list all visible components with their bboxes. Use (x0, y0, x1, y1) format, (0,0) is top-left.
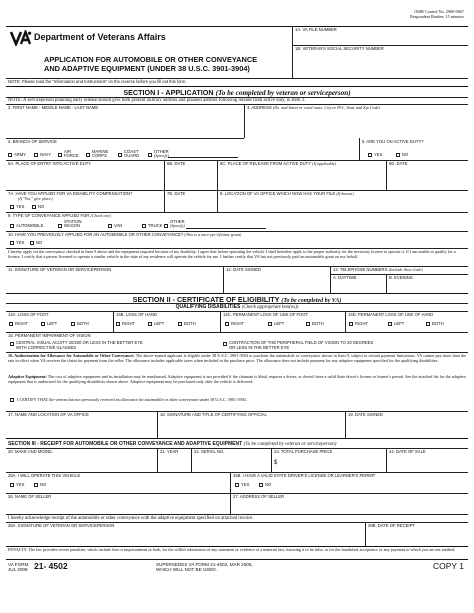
truck-checkbox[interactable] (142, 224, 146, 228)
14c-both-checkbox[interactable] (306, 322, 310, 326)
will-operate-yes-checkbox[interactable] (10, 483, 14, 487)
peripheral-field-label-2: OR LESS IN THE BETTER EYE (229, 345, 290, 350)
van-checkbox[interactable] (108, 224, 112, 228)
authorization-paragraph: 16. Authorization for Allowance for Automobile or Other Conveyance: The above-named applicant is eligible under 38 U.S.C. 3901-3904 to purchase the automobile or conveyance shown in Item 9, subject to certain payment limitations. VA cannot pay more than the rate in effect when VA receives the claim for payment from the seller. The allowance includes applicable taxes when included in the purchase price. The allowance does not include payment for any adaptive equipment specified for the qualifying disabilities. (8, 353, 466, 364)
14b-both-checkbox[interactable] (178, 322, 182, 326)
14c-right-checkbox[interactable] (225, 322, 229, 326)
name-label: 2. FIRST NAME - MIDDLE NAME - LAST NAME (8, 105, 99, 110)
will-operate-label: 25A. I WILL OPERATE THIS VEHICLE (8, 473, 81, 478)
14a-left-checkbox[interactable] (41, 322, 45, 326)
supersedes-line-2: WHICH WILL NOT BE USED. (156, 567, 218, 572)
active-duty-yes-label: YES (374, 152, 383, 157)
disability-comp-no-label: NO (38, 204, 45, 209)
14b-left-checkbox[interactable] (148, 322, 152, 326)
central-acuity-label-1: CENTRAL VISUAL ACUITY 20/200 OR LESS IN THE BETTER EYE (16, 340, 143, 345)
previous-application-yes-label: YES (16, 240, 25, 245)
year-label: 21. YEAR (160, 449, 179, 454)
place-of-entry-label: 6A. PLACE OF ENTRY INTO ACTIVE DUTY (8, 161, 92, 166)
14d-right-checkbox[interactable] (349, 322, 353, 326)
form-number: 21- 4502 (34, 561, 68, 571)
automobile-checkbox[interactable] (10, 224, 14, 228)
station-wagon-checkbox[interactable] (58, 224, 62, 228)
marine-corps-label: MARINE CORPS (92, 149, 109, 159)
will-operate-yes-label: YES (16, 482, 25, 487)
van-label: VAN (114, 223, 123, 228)
disability-comp-yes-label: YES (16, 204, 25, 209)
va-form-label: VA FORM (8, 562, 29, 567)
disability-comp-label: 7A. HAVE YOU APPLIED FOR VA DISABILITY COMPENSATION? (8, 191, 133, 196)
purchase-price-label: 23. TOTAL PURCHASE PRICE (274, 449, 333, 454)
14b-right-label: RIGHT (122, 321, 136, 326)
vision-impairment-label: 15. PERMANENT IMPAIRMENT OF VISION (8, 333, 91, 338)
seller-address-label: 27. ADDRESS OF SELLER (233, 494, 285, 499)
official-date-signed-label: 19. DATE SIGNED (348, 412, 384, 417)
14b-both-label: BOTH (184, 321, 196, 326)
va-form-21-4502 (6, 6, 468, 607)
address-label: 3. ADDRESS (No. and Street or rural route, City or P.O., State and Zip Code) (247, 105, 381, 110)
va-office-name-label: 17. NAME AND LOCATION OF VA OFFICE (8, 412, 89, 417)
respondent-burden: Respondent Burden: 15 minutes (410, 14, 464, 19)
omb-control-number: OMB Control No. 2900-0067 (414, 9, 464, 14)
14d-right-label: RIGHT (355, 321, 369, 326)
will-operate-no-checkbox[interactable] (34, 483, 38, 487)
14a-both-label: BOTH (77, 321, 89, 326)
va-file-number-field[interactable] (294, 33, 466, 44)
section-1-title: SECTION I - APPLICATION (To be completed by veteran or serviceperson) (123, 88, 351, 97)
ssn-field[interactable] (294, 52, 466, 76)
loss-of-use-foot-label: 14C. PERMANENT LOSS OF USE OF FOOT (223, 312, 309, 317)
previous-application-no-checkbox[interactable] (30, 241, 34, 245)
agency-name: Department of Veterans Affairs (34, 32, 166, 42)
drivers-license-no-label: NO (265, 482, 272, 487)
dollar-sign: $ (274, 460, 278, 466)
copy-label: COPY 1 (432, 561, 464, 571)
receipt-signature-field[interactable] (8, 530, 362, 545)
section-3-title: SECTION III - RECEIPT FOR AUTOMOBILE OR OTHER CONVEYANCE AND ADAPTIVE EQUIPMENT (To be completed by veteran or serviceperson) (8, 441, 337, 447)
ssn-label: 1B. VETERAN'S SOCIAL SECURITY NUMBER (295, 46, 384, 51)
seller-address-field[interactable] (233, 501, 466, 513)
form-title-line-1: APPLICATION FOR AUTOMOBILE OR OTHER CONVEYANCE (44, 55, 258, 64)
14b-right-checkbox[interactable] (116, 322, 120, 326)
central-acuity-label-2: WITH CORRECTIVE GLASSES (16, 345, 77, 350)
will-operate-no-label: NO (40, 482, 47, 487)
peripheral-field-label-1: CONTRACTION OF THE PERIPHERAL FIELD OF VISION TO 20 DEGREES (229, 340, 374, 345)
loss-of-foot-label: 14A. LOSS OF FOOT (8, 312, 49, 317)
applicant-date-signed-label: 12. DATE SIGNED (226, 267, 262, 272)
drivers-license-yes-checkbox[interactable] (235, 483, 239, 487)
14c-left-label: LEFT (274, 321, 285, 326)
qualifying-disabilities-title: QUALIFYING DISABILITIES (Check appropriate box(es)) (175, 304, 299, 310)
14d-both-label: BOTH (432, 321, 444, 326)
air-force-label: AIR FORCE (64, 149, 79, 159)
form-title-line-2: AND ADAPTIVE EQUIPMENT (UNDER 38 U.S.C. 3901-3904) (44, 64, 250, 73)
branch-label: 4. BRANCH OF SERVICE (8, 139, 57, 144)
disability-comp-hint: (If "Yes," give place) (18, 196, 53, 201)
seller-name-field[interactable] (8, 501, 228, 513)
applicant-signature-label: 11. SIGNATURE OF VETERAN OR SERVICEPERSON (8, 267, 112, 272)
address-field[interactable] (247, 112, 466, 137)
make-model-label: 20. MAKE AND MODEL (8, 449, 53, 454)
instructions-note: NOTE: Please read the "Information and Instructions" on the reverse before you fill out this form. (8, 79, 187, 84)
other-conveyance-specify: (Specify) (170, 223, 185, 228)
adaptive-equipment-paragraph: Adaptive Equipment: The cost of adaptive equipment and its installation may be reimbursed. Adaptive equipment is not provided if the claimant is blind, requires a driver, or doesn't have a valid State driver's license or learner's permit. See the attached list for the adaptive equipment that is authorized for the qualifying disabilities shown above. Adaptive equipment may be purchased only after the vehicle is delivered. (8, 374, 466, 385)
daytime-phone-label: A. DAYTIME (333, 275, 357, 280)
penalty-notice: PENALTY: The law provides severe penalties, which include fine or imprisonment or both, for the willful submission of any statement or evidence of a material fact, knowing it to be false, or for the fraudulent acceptance of any payment to which you are not entitled. (8, 547, 456, 552)
entry-date-label: 6B. DATE (167, 161, 186, 166)
other-branch-label: OTHER (154, 149, 169, 154)
serial-number-label: 22. SERIAL NO. (194, 449, 225, 454)
certify-statement: I CERTIFY THAT the veteran has not previously received an allowance for automobile or other conveyance under 38 U.S.C. 3901-3904. (17, 397, 247, 402)
station-wagon-label: STATION WAGON (64, 219, 82, 229)
certify-checkbox[interactable] (10, 398, 14, 402)
disability-comp-no-checkbox[interactable] (32, 205, 36, 209)
14c-left-checkbox[interactable] (268, 322, 272, 326)
applicant-certification-text: I hereby apply for the conveyance checked in Item 9 above and the equipment required because of my disability. I agree that before operating the vehicle I shall hereafter apply to the proper authority for the necessary license to operate it. If I am unable to qualify for a license, I certify that a person licensed to operate a similar vehicle in the state of my residence will operate the vehicle for me. I further certify that VA has not previously paid an automobile grant on my behalf. (8, 249, 456, 260)
other-branch-specify: (Specify) (154, 153, 169, 158)
other-conveyance-checkbox[interactable] (164, 224, 168, 228)
seller-name-label: 26. NAME OF SELLER (8, 494, 52, 499)
certifying-official-signature-field[interactable] (160, 419, 342, 437)
disability-comp-date-label: 7B. DATE (167, 191, 186, 196)
disability-comp-yes-checkbox[interactable] (10, 205, 14, 209)
place-of-release-label: 6C. PLACE OF RELEASE FROM ACTIVE DUTY (If applicable) (220, 161, 337, 166)
drivers-license-label: 25B. I HAVE A VALID STATE DRIVER'S LICENSE OR LEARNER'S PERMIT (233, 473, 376, 478)
branch-options (8, 146, 244, 160)
automobile-label: AUTOMOBILE (16, 223, 44, 228)
loss-of-use-hand-label: 14D. PERMANENT LOSS OF USE OF HAND (348, 312, 434, 317)
form-date: JUL 2008 (8, 567, 28, 572)
air-force-checkbox[interactable] (58, 153, 62, 157)
receipt-signature-label: 28A. SIGNATURE OF VETERAN OR SERVICEPERSON (8, 523, 115, 528)
army-label: ARMY (14, 152, 27, 157)
date-of-sale-label: 24. DATE OF SALE (389, 449, 426, 454)
14a-right-label: RIGHT (15, 321, 29, 326)
truck-label: TRUCK (148, 223, 163, 228)
14d-left-checkbox[interactable] (388, 322, 392, 326)
14c-both-label: BOTH (312, 321, 324, 326)
active-duty-yes-checkbox[interactable] (368, 153, 372, 157)
section-2-title: SECTION II - CERTIFICATE OF ELIGIBILITY (To be completed by VA) (132, 295, 342, 304)
other-branch-checkbox[interactable] (148, 153, 152, 157)
telephone-label: 13. TELEPHONE NUMBERS (Include Area Code) (333, 267, 423, 272)
14c-right-label: RIGHT (231, 321, 245, 326)
navy-checkbox[interactable] (34, 153, 38, 157)
central-acuity-checkbox[interactable] (10, 342, 14, 346)
va-file-number-label: 1A. VA FILE NUMBER (295, 27, 337, 32)
other-conveyance-label: OTHER (170, 219, 185, 224)
active-duty-label: 5. ARE YOU ON ACTIVE DUTY? (362, 139, 424, 144)
14d-left-label: LEFT (394, 321, 405, 326)
navy-label: NAVY (40, 152, 52, 157)
drivers-license-yes-label: YES (241, 482, 250, 487)
14a-right-checkbox[interactable] (9, 322, 13, 326)
previous-application-no-label: NO (36, 240, 43, 245)
peripheral-field-checkbox[interactable] (223, 342, 227, 346)
drivers-license-no-checkbox[interactable] (259, 483, 263, 487)
section-1-note: NOTE: A serviceperson planning early release should give both present military address and planned address following release from active duty, in Item 3. (8, 98, 306, 103)
applicant-signature-field[interactable] (8, 274, 220, 292)
conveyance-type-label: 9. TYPE OF CONVEYANCE APPLIED FOR (Check one) (8, 213, 111, 218)
release-date-label: 6D. DATE (389, 161, 408, 166)
evening-phone-label: B. EVENING (389, 275, 413, 280)
previous-application-yes-checkbox[interactable] (10, 241, 14, 245)
va-office-location-label: 8. LOCATION OF VA OFFICE WHICH NOW HAS YOUR FILE (If known) (220, 191, 354, 196)
date-of-receipt-label: 28B. DATE OF RECEIPT (368, 523, 415, 528)
va-seal-logo (10, 30, 32, 46)
receipt-acknowledgement: I hereby acknowledge receipt of the automobile or other conveyance with the adaptive equipment specified on attached invoice. (8, 516, 254, 521)
marine-corps-checkbox[interactable] (86, 153, 90, 157)
14b-left-label: LEFT (154, 321, 165, 326)
active-duty-no-checkbox[interactable] (396, 153, 400, 157)
previous-application-label: 10. HAVE YOU PREVIOUSLY APPLIED FOR AN AUTOMOBILE OR OTHER CONVEYANCE? (This is a once-per-lifetime grant) (8, 232, 242, 237)
supersedes-line-1: SUPERSEDES VA FORM 21-4502, MAR 2005, (156, 562, 253, 567)
14d-both-checkbox[interactable] (426, 322, 430, 326)
active-duty-no-label: NO (402, 152, 409, 157)
14a-left-label: LEFT (47, 321, 58, 326)
14a-both-checkbox[interactable] (71, 322, 75, 326)
coast-guard-label: COAST GUARD (124, 149, 140, 159)
army-checkbox[interactable] (8, 153, 12, 157)
name-field[interactable] (8, 112, 242, 137)
certifying-official-label: 18. SIGNATURE AND TITLE OF CERTIFYING OFFICIAL (160, 412, 267, 417)
loss-of-hand-label: 14B. LOSS OF HAND (116, 312, 157, 317)
coast-guard-checkbox[interactable] (118, 153, 122, 157)
